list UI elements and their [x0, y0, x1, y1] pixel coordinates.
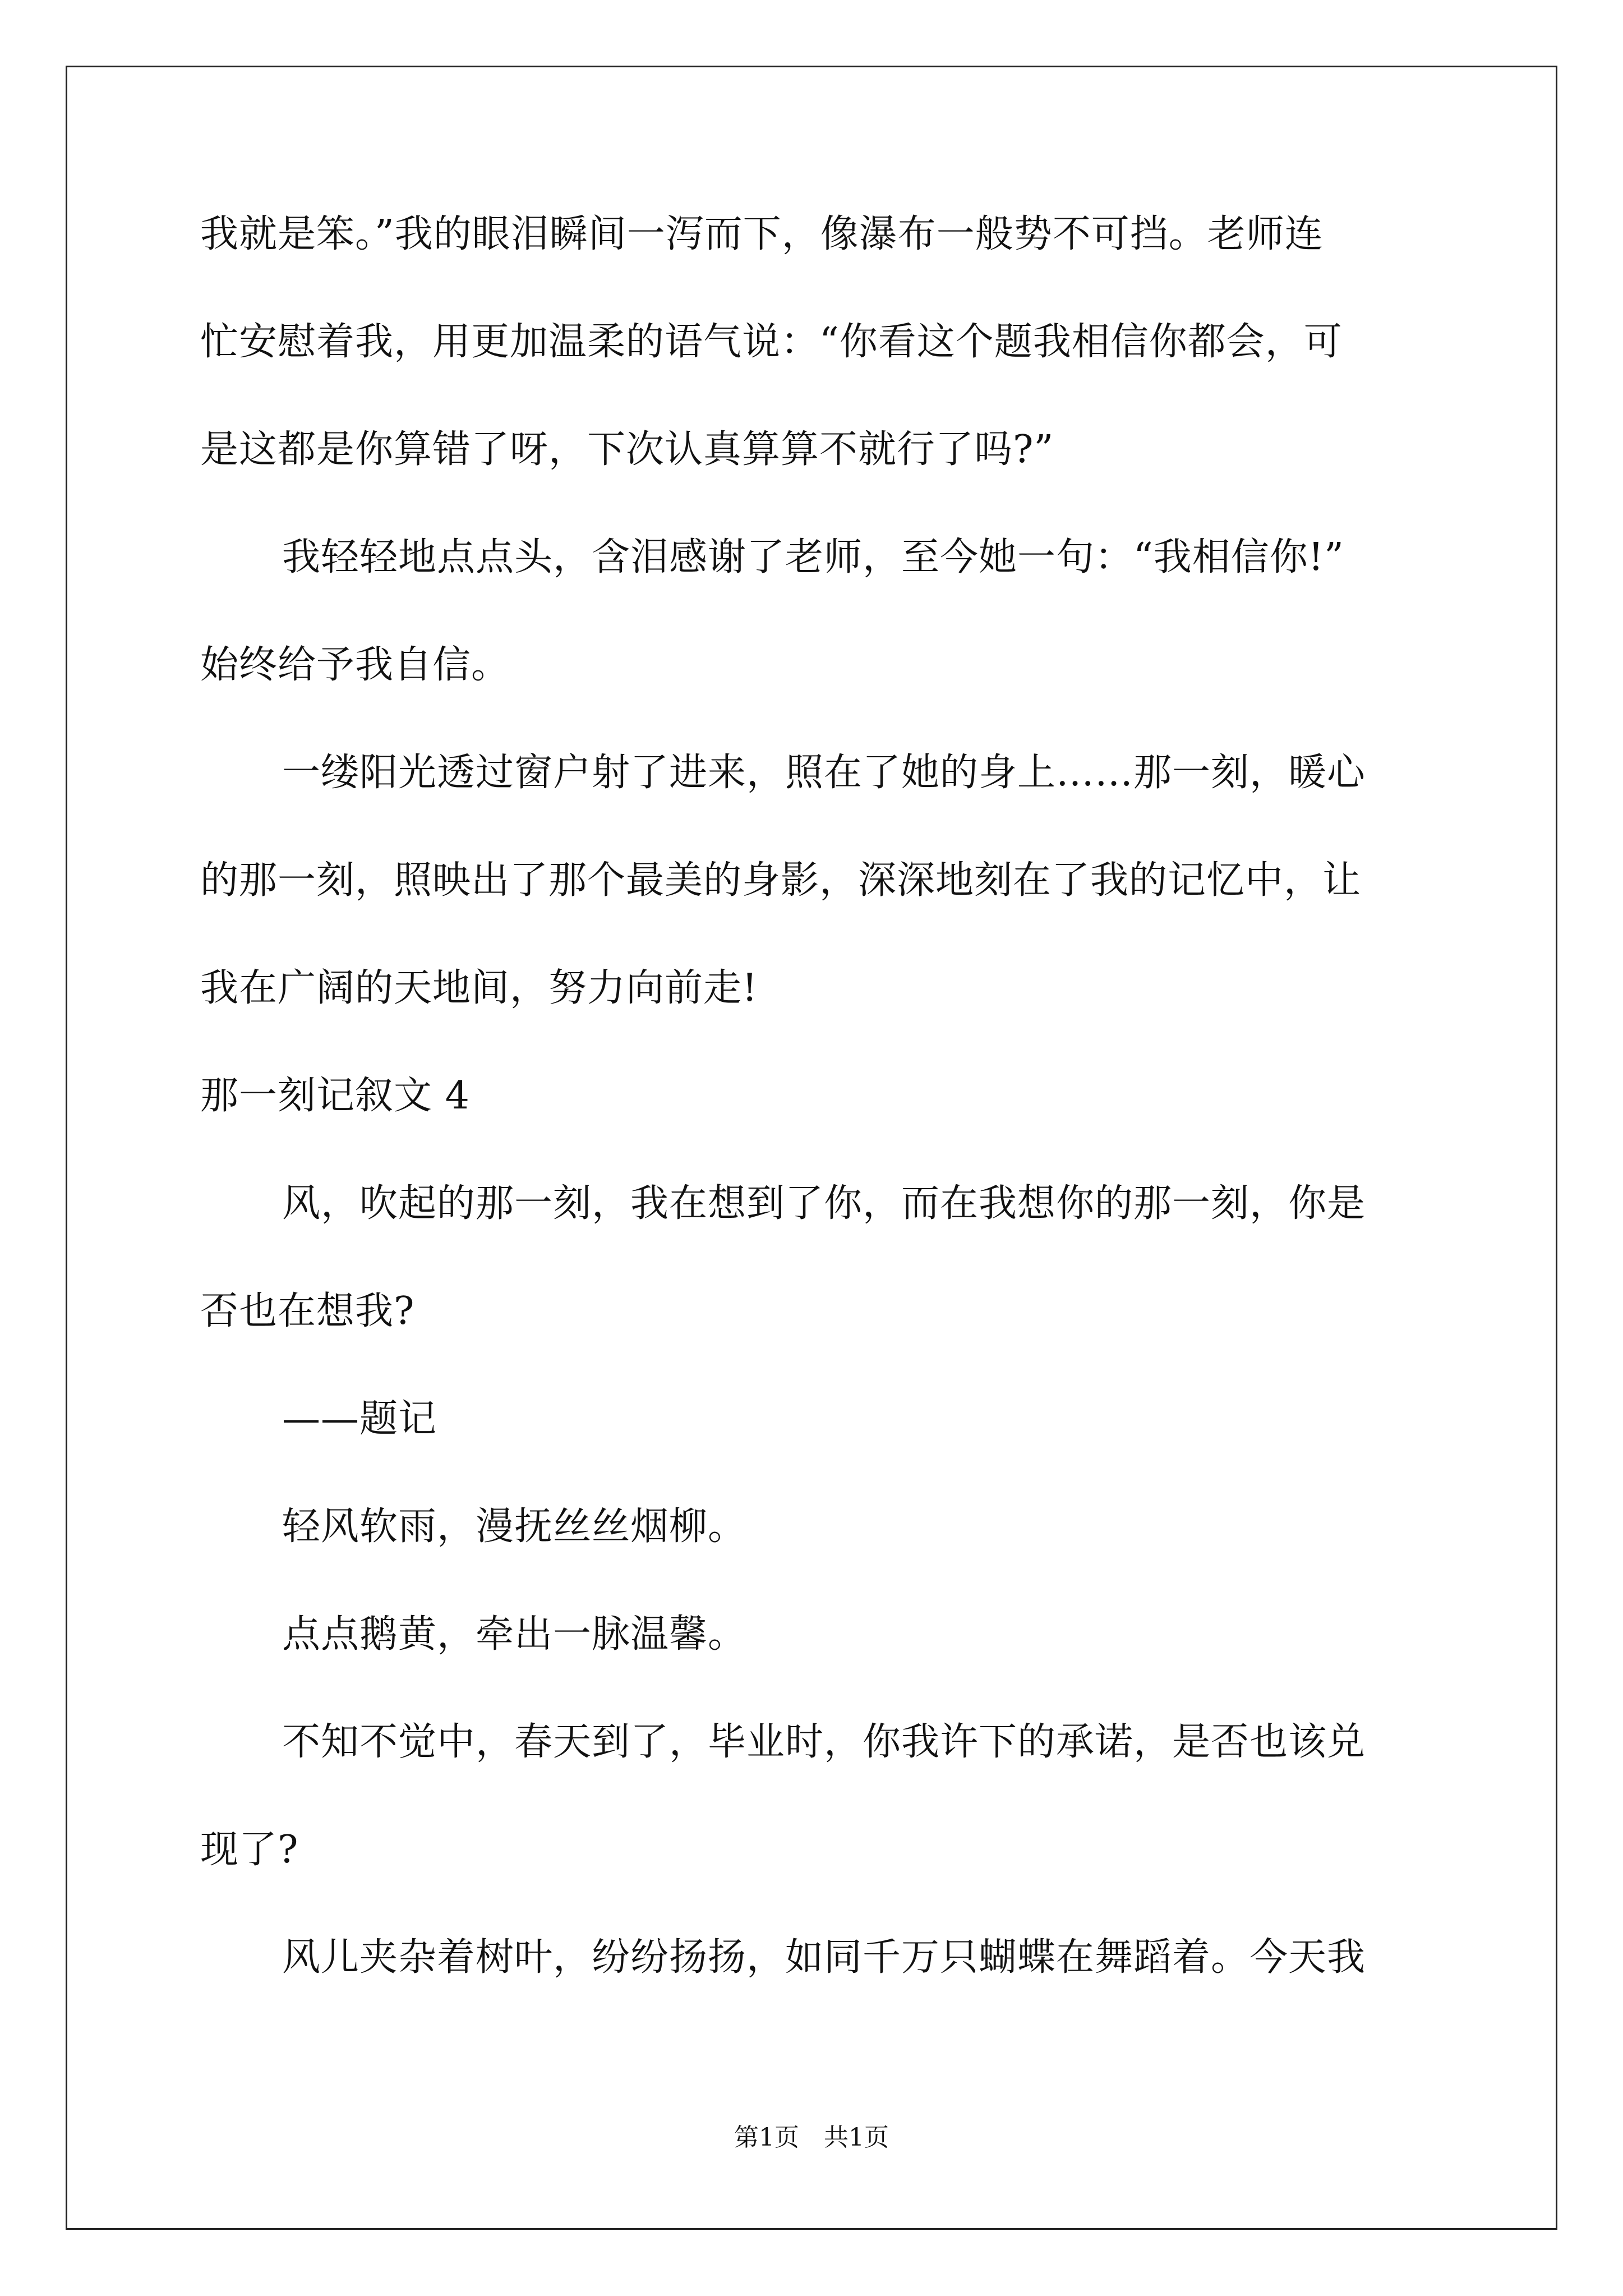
text-line: 的那一刻，照映出了那个最美的身影，深深地刻在了我的记忆中，让: [200, 858, 1362, 903]
text-line: 不知不觉中，春天到了，毕业时，你我许下的承诺，是否也该兑: [282, 1720, 1366, 1764]
document-body: [200, 208, 1434, 2039]
text-line: 一缕阳光透过窗户射了进来，照在了她的身上……那一刻，暖心: [282, 751, 1366, 795]
text-line: 轻风软雨，漫抚丝丝烟柳。: [282, 1504, 747, 1549]
page-footer: 第1页 共1页: [734, 2123, 889, 2152]
text-line: 点点鹅黄，牵出一脉温馨。: [282, 1612, 747, 1657]
text-line: 我轻轻地点点头，含泪感谢了老师，至今她一句：“我相信你!”: [282, 535, 1344, 579]
text-line: 风儿夹杂着树叶，纷纷扬扬，如同千万只蝴蝶在舞蹈着。今天我: [282, 1935, 1366, 1980]
text-line: 现了?: [200, 1828, 299, 1872]
text-line: 始终给予我自信。: [200, 643, 510, 687]
text-line: 否也在想我?: [200, 1289, 415, 1333]
text-line: ——题记: [282, 1397, 437, 1441]
section-heading: 那一刻记叙文 4: [200, 1074, 470, 1118]
text-line: 风，吹起的那一刻，我在想到了你，而在我想你的那一刻，你是: [282, 1181, 1366, 1226]
text-line: 是这都是你算错了呀，下次认真算算不就行了吗?”: [200, 427, 1054, 472]
text-line: 我就是笨。”我的眼泪瞬间一泻而下，像瀑布一般势不可挡。老师连: [200, 212, 1324, 256]
text-line: 忙安慰着我，用更加温柔的语气说：“你看这个题我相信你都会，可: [200, 320, 1343, 364]
text-line: 我在广阔的天地间，努力向前走!: [200, 966, 758, 1010]
